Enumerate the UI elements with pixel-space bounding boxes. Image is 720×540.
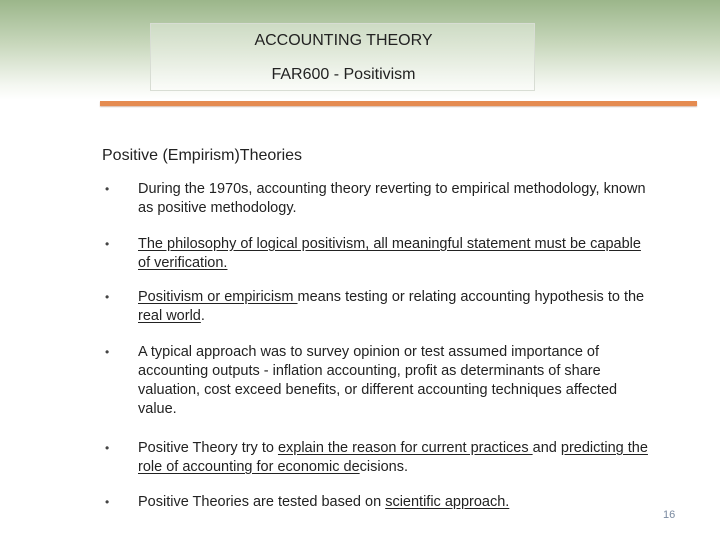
bullet-underline: explain the reason for current practices (277, 440, 533, 456)
bullet-text: A typical approach was to survey opinion or test assumed importance of accounting outputs - inflation accounting, profit as determinants of share valuation, cost exceed benefits, or different accounting techniques affected value. (138, 344, 618, 417)
bullet-icon: • (105, 290, 110, 304)
bullet-text: The philosophy of logical positivism, all meaningful statement must be capable of verification. (138, 236, 641, 271)
bullet-icon: • (105, 495, 110, 509)
slide-subtitle: FAR600 - Positivism (271, 66, 416, 83)
bullet-underline: predicting the role of accounting for economic de (138, 440, 648, 475)
accent-divider (100, 101, 697, 106)
bullet-post: cisions. (359, 459, 409, 475)
bullet-mid: means testing or relating accounting hypothesis to the (297, 289, 645, 305)
bullet-icon: • (105, 182, 110, 196)
bullet-text: During the 1970s, accounting theory reverting to empirical methodology, known as positive methodology. (138, 181, 646, 216)
section-heading: Positive (Empirism)Theories (102, 147, 303, 164)
bullet-text (138, 439, 648, 477)
bullet-text (138, 493, 648, 512)
bullet-underline: scientific approach. (385, 494, 510, 510)
bullet-icon: • (105, 441, 110, 455)
bullet-text (138, 288, 648, 326)
bullet-icon: • (105, 237, 110, 251)
bullet-mid: and (532, 440, 561, 456)
bullet-pre: Positive Theories are tested based on (138, 494, 386, 510)
bullet-pre: Positive Theory try to (138, 440, 278, 456)
slide-title: ACCOUNTING THEORY (254, 32, 433, 49)
bullet-underline: real world (138, 308, 201, 324)
bullet-post: . (200, 308, 205, 324)
bullet-underline: Positivism or empiricism (138, 289, 298, 305)
bullet-icon: • (105, 345, 110, 359)
page-number: 16 (663, 509, 676, 521)
title-box (150, 23, 535, 91)
